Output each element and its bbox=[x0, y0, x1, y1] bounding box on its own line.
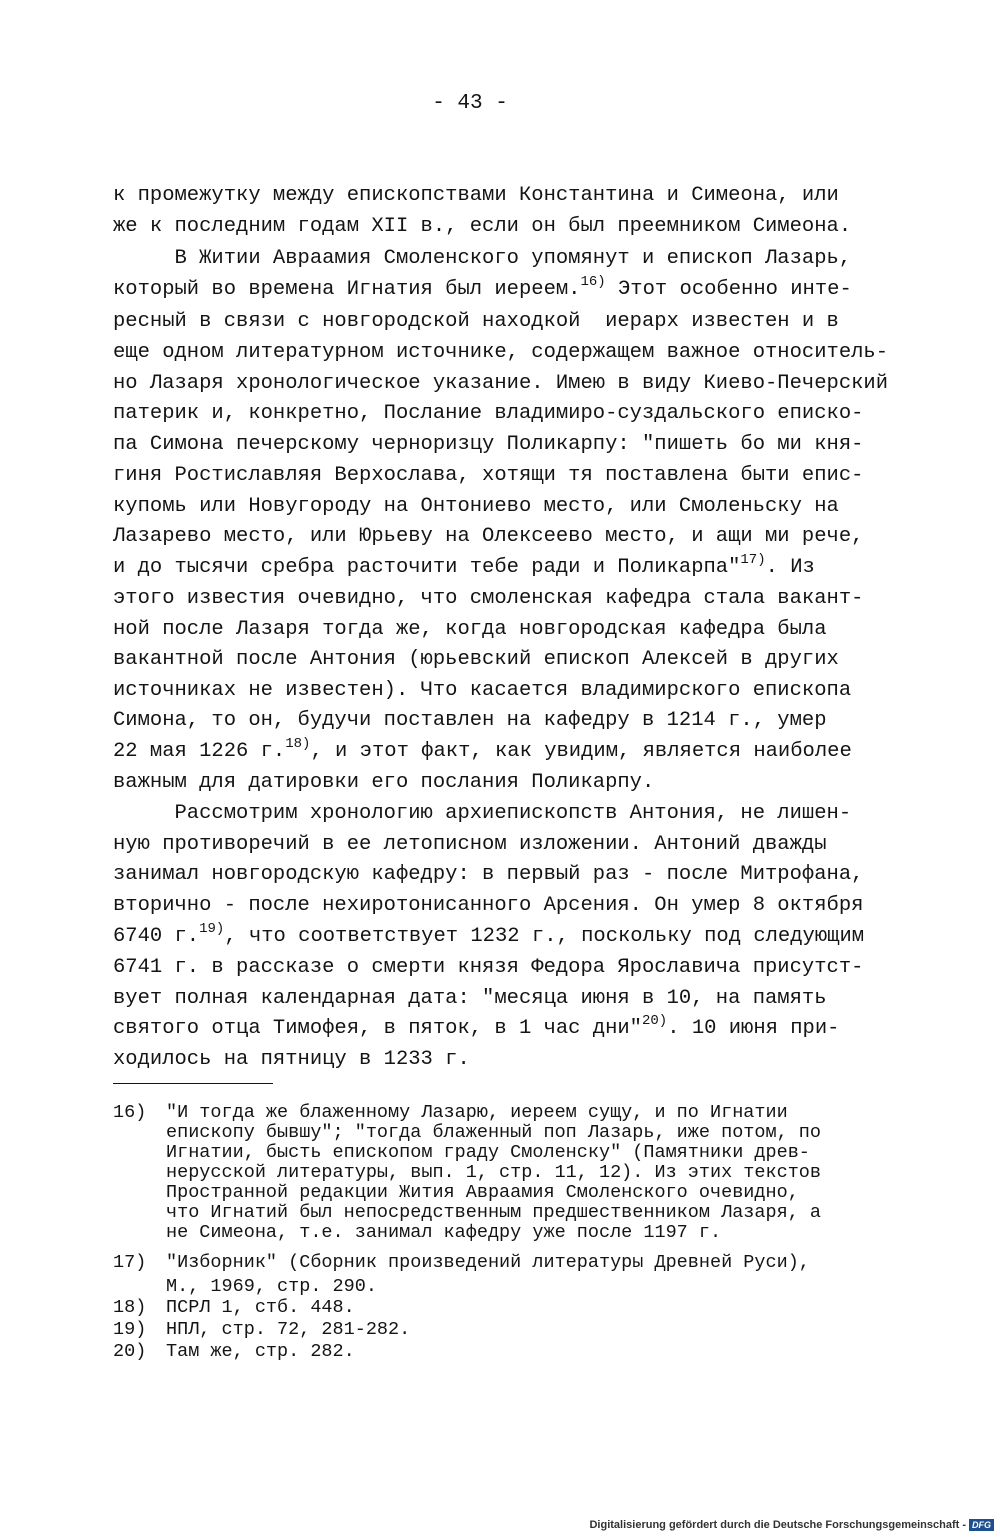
body-line bbox=[113, 525, 863, 549]
body-line bbox=[113, 247, 851, 271]
line-text: занимал новгородскую кафедру: в первый раз - после Митрофана, bbox=[113, 863, 864, 886]
body-line bbox=[113, 495, 839, 519]
body-line bbox=[113, 618, 827, 642]
body-line bbox=[113, 709, 827, 733]
line-text: вует полная календарная дата: "месяца июня в 10, на память bbox=[113, 987, 827, 1010]
footnote-number: 20) bbox=[113, 1341, 147, 1362]
line-text-after-ref: Этот особенно инте- bbox=[605, 278, 852, 301]
line-text: купомь или Новугороду на Онтониево место, или Смоленьску на bbox=[113, 495, 839, 518]
body-line bbox=[113, 310, 839, 334]
body-line bbox=[113, 863, 863, 887]
line-text: В Житии Авраамия Смоленского упомянут и епископ Лазарь, bbox=[113, 247, 852, 270]
line-text-after-ref: , и этот факт, как увидим, является наиболее bbox=[310, 740, 852, 763]
line-text: 6740 г. bbox=[113, 925, 200, 948]
body-line bbox=[113, 1048, 470, 1072]
footnote-line: М., 1969, стр. 290. bbox=[166, 1276, 377, 1297]
footnote-reference: 17) bbox=[740, 552, 766, 568]
body-line bbox=[113, 587, 863, 611]
footnote-number: 18) bbox=[113, 1297, 147, 1318]
footnote-line: ПСРЛ 1, стб. 448. bbox=[166, 1297, 355, 1318]
line-text-after-ref: . 10 июня при- bbox=[667, 1017, 840, 1040]
footnote-reference: 18) bbox=[285, 736, 311, 752]
line-text: и до тысячи сребра расточити тебе ради и Поликарпа" bbox=[113, 556, 741, 579]
footnote-line: епископу бывшу"; "тогда блаженный поп Лазарь, иже потом, по bbox=[166, 1122, 822, 1143]
body-line bbox=[113, 648, 839, 672]
body-line bbox=[113, 894, 863, 918]
footnote-line: Там же, стр. 282. bbox=[166, 1341, 355, 1362]
line-text: вторично - после нехиротонисанного Арсения. Он умер 8 октября bbox=[113, 894, 864, 917]
line-text: важным для датировки его послания Поликарпу. bbox=[113, 771, 655, 794]
line-text: который во времена Игнатия был иереем. bbox=[113, 278, 581, 301]
body-line bbox=[113, 921, 865, 949]
footer-text: Digitalisierung gefördert durch die Deutsche Forschungsgemeinschaft - bbox=[589, 1519, 966, 1531]
line-text: Рассмотрим хронологию архиепископств Антония, не лишен- bbox=[113, 802, 852, 825]
footnote-number: 17) bbox=[113, 1252, 147, 1273]
body-line bbox=[113, 402, 863, 426]
body-line bbox=[113, 274, 852, 302]
line-text: 6741 г. в рассказе о смерти князя Федора Ярославича присутст- bbox=[113, 956, 864, 979]
line-text: но Лазаря хронологическое указание. Имею в виду Киево-Печерский bbox=[113, 372, 889, 395]
line-text: па Симона печерскому черноризцу Поликарпу: "пишеть бо ми кня- bbox=[113, 433, 864, 456]
footnote-line: не Симеона, т.е. занимал кафедру уже после 1197 г. bbox=[166, 1222, 722, 1243]
dfg-logo: DFG bbox=[969, 1519, 994, 1531]
body-line bbox=[113, 736, 852, 764]
body-line bbox=[113, 341, 888, 365]
dfg-footer bbox=[589, 1519, 994, 1531]
body-line bbox=[113, 184, 839, 208]
line-text: же к последним годам XII в., если он был преемником Симеона. bbox=[113, 215, 852, 238]
footnote-line: Игнатии, бысть епископом граду Смоленску" (Памятники древ- bbox=[166, 1142, 810, 1163]
body-line bbox=[113, 215, 851, 239]
body-line bbox=[113, 552, 815, 580]
body-line bbox=[113, 771, 654, 795]
footnote-reference: 16) bbox=[580, 274, 606, 290]
footnote-number: 16) bbox=[113, 1102, 147, 1123]
line-text: патерик и, конкретно, Послание владимиро-суздальского еписко- bbox=[113, 402, 864, 425]
body-line bbox=[113, 833, 827, 857]
body-line bbox=[113, 433, 863, 457]
body-line bbox=[113, 372, 888, 396]
footnote-line: "Изборник" (Сборник произведений литературы Древней Руси), bbox=[166, 1252, 810, 1273]
page-number: - 43 - bbox=[432, 92, 508, 115]
line-text: ходилось на пятницу в 1233 г. bbox=[113, 1048, 470, 1071]
line-text: еще одном литературном источнике, содержащем важное относитель- bbox=[113, 341, 889, 364]
footnote-line: нерусской литературы, вып. 1, стр. 11, 12). Из этих текстов bbox=[166, 1162, 822, 1183]
body-line bbox=[113, 802, 851, 826]
line-text: вакантной после Антония (юрьевский епископ Алексей в других bbox=[113, 648, 839, 671]
line-text: 22 мая 1226 г. bbox=[113, 740, 286, 763]
body-line bbox=[113, 987, 827, 1011]
line-text: гиня Ростиславляя Верхослава, хотящи тя поставлена быти епис- bbox=[113, 464, 864, 487]
footnote-number: 19) bbox=[113, 1319, 147, 1340]
footnote-reference: 20) bbox=[642, 1013, 668, 1029]
line-text: Симона, то он, будучи поставлен на кафедру в 1214 г., умер bbox=[113, 709, 827, 732]
footnote-line: "И тогда же блаженному Лазарю, иереем сущу, и по Игнатии bbox=[166, 1102, 788, 1123]
body-line bbox=[113, 679, 851, 703]
line-text-after-ref: . Из bbox=[765, 556, 815, 579]
body-line bbox=[113, 956, 863, 980]
line-text: Лазарево место, или Юрьеву на Олексеево место, и ащи ми рече, bbox=[113, 525, 864, 548]
line-text: этого известия очевидно, что смоленская кафедра стала вакант- bbox=[113, 587, 864, 610]
line-text: источниках не известен). Что касается владимирского епископа bbox=[113, 679, 852, 702]
footnote-reference: 19) bbox=[199, 921, 225, 937]
line-text: к промежутку между епископствами Константина и Симеона, или bbox=[113, 184, 839, 207]
line-text: ресный в связи с новгородской находкой иерарх известен и в bbox=[113, 310, 839, 333]
footnote-divider bbox=[113, 1083, 273, 1084]
footnote-line: что Игнатий был непосредственным предшественником Лазаря, а bbox=[166, 1202, 822, 1223]
body-line bbox=[113, 1013, 840, 1041]
footnote-line: НПЛ, стр. 72, 281-282. bbox=[166, 1319, 411, 1340]
line-text: святого отца Тимофея, в пяток, в 1 час дни" bbox=[113, 1017, 642, 1040]
line-text: ную противоречий в ее летописном изложении. Антоний дважды bbox=[113, 833, 827, 856]
line-text-after-ref: , что соответствует 1232 г., поскольку под следующим bbox=[224, 925, 865, 948]
footnote-line: Пространной редакции Жития Авраамия Смоленского очевидно, bbox=[166, 1182, 799, 1203]
line-text: ной после Лазаря тогда же, когда новгородская кафедра была bbox=[113, 618, 827, 641]
body-line bbox=[113, 464, 863, 488]
